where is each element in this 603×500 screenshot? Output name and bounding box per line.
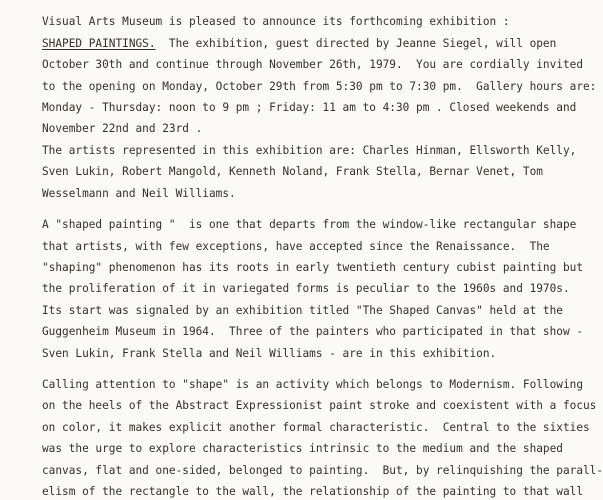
text-line: canvas, flat and one-sided, belonged to painting. But, by relinquishing the parall- xyxy=(42,464,603,477)
text-line: Calling attention to "shape" is an activity which belongs to Modernism. Following xyxy=(42,378,583,391)
text-line: The artists represented in this exhibition are: Charles Hinman, Ellsworth Kelly, xyxy=(42,144,577,157)
text-line: November 22nd and 23rd . xyxy=(42,122,203,135)
text-line: Wesselmann and Neil Williams. xyxy=(42,187,236,200)
text-line: Monday - Thursday: noon to 9 pm ; Friday: 11 am to 4:30 pm . Closed weekends and xyxy=(42,101,577,114)
text-line: on the heels of the Abstract Expressionist paint stroke and coexistent with a focus xyxy=(42,399,597,412)
text-line: A "shaped painting " is one that departs from the window-like rectangular shape xyxy=(42,218,577,231)
text-line: Guggenheim Museum in 1964. Three of the painters who participated in that show - xyxy=(42,325,583,338)
text-line xyxy=(42,37,556,51)
exhibition-title: SHAPED PAINTINGS. xyxy=(42,37,156,50)
text-line: Its start was signaled by an exhibition titled "The Shaped Canvas" held at the xyxy=(42,304,563,317)
text-line: was the urge to explore characteristics intrinsic to the medium and the shaped xyxy=(42,442,563,455)
text-line: Visual Arts Museum is pleased to announce its forthcoming exhibition : xyxy=(42,15,510,28)
text-line: to the opening on Monday, October 29th from 5:30 pm to 7:30 pm. Gallery hours are: xyxy=(42,80,597,93)
text-line: "shaping" phenomenon has its roots in early twentieth century cubist painting but xyxy=(42,261,583,274)
text-line: Sven Lukin, Robert Mangold, Kenneth Noland, Frank Stella, Bernar Venet, Tom xyxy=(42,165,543,178)
text-span: The exhibition, guest directed by Jeanne Siegel, will open xyxy=(155,37,557,50)
text-line: on color, it makes explicit another formal characteristic. Central to the sixties xyxy=(42,421,590,434)
text-line: that artists, with few exceptions, have accepted since the Renaissance. The xyxy=(42,240,550,253)
text-line: October 30th and continue through November 26th, 1979. You are cordially invited xyxy=(42,58,583,71)
text-line: Sven Lukin, Frank Stella and Neil Williams - are in this exhibition. xyxy=(42,347,497,360)
text-line: elism of the rectangle to the wall, the relationship of the painting to that wall xyxy=(42,485,583,498)
text-line: the proliferation of it in variegated forms is peculiar to the 1960s and 1970s. xyxy=(42,282,570,295)
